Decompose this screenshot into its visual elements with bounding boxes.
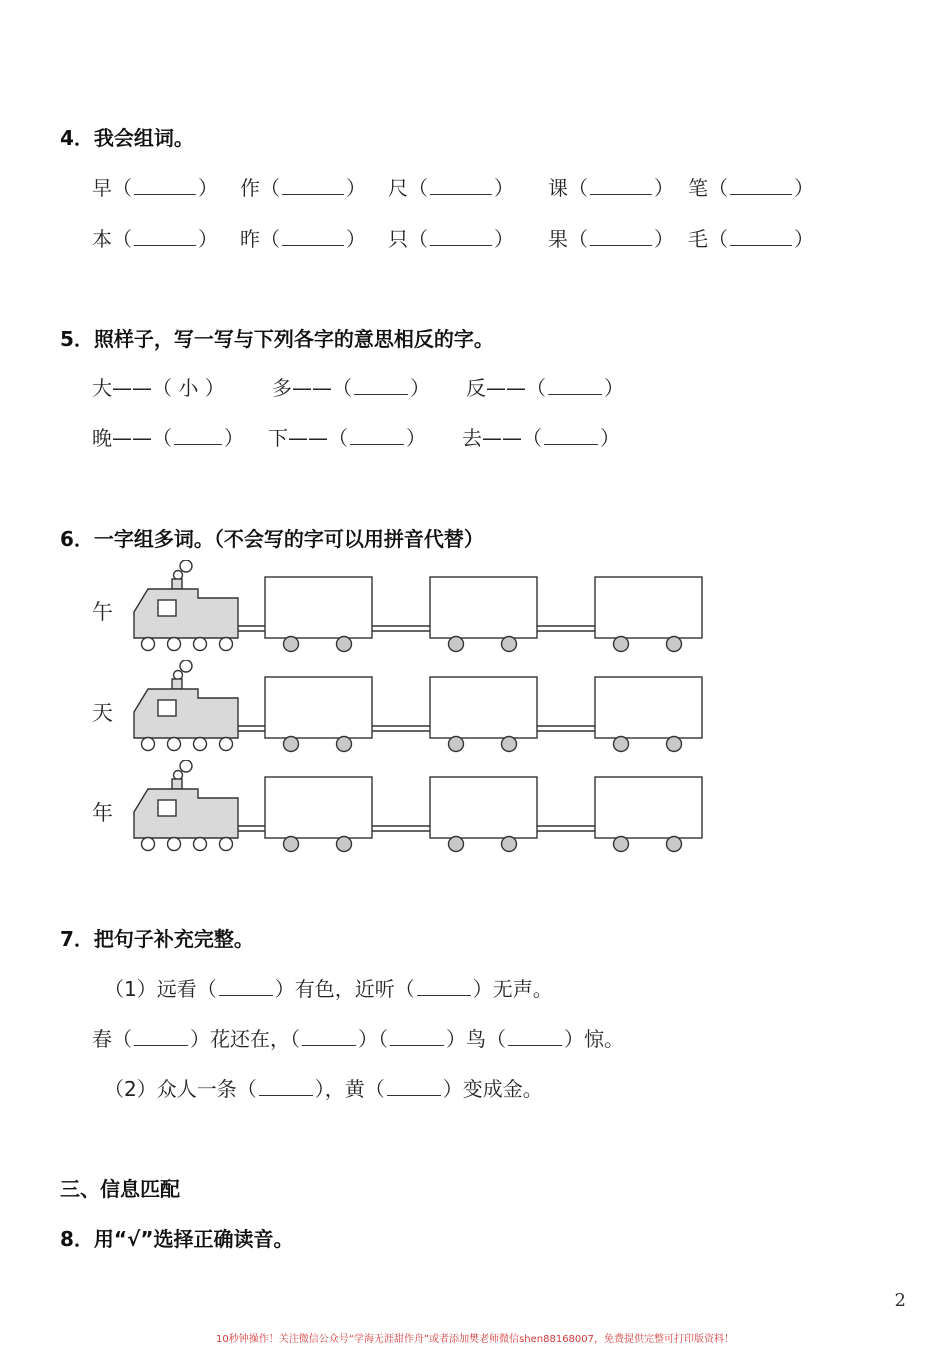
- q7-title: 7．把句子补充完整。: [60, 927, 254, 951]
- q7-text: ）有色，近听（: [274, 977, 415, 1001]
- q5-item: 多——（ ）: [272, 376, 430, 400]
- answer-box[interactable]: [430, 577, 537, 638]
- q5-char: 晚: [92, 426, 112, 450]
- q5-dash: ——: [482, 426, 522, 450]
- q5-dash: ——: [292, 376, 332, 400]
- answer-blank[interactable]: [282, 227, 344, 246]
- q7-text: （1）远看（: [104, 977, 217, 1001]
- q7-text: （2）众人一条（: [104, 1077, 257, 1101]
- q5-item: 去——（ ）: [462, 426, 620, 450]
- answer-blank[interactable]: [417, 977, 471, 996]
- train-engine-icon: [134, 760, 238, 851]
- train-diagram: [128, 660, 718, 756]
- answer-box[interactable]: [430, 677, 537, 738]
- q4-char: 早: [92, 176, 112, 200]
- q6-title: 6．一字组多词。（不会写的字可以用拼音代替）: [60, 527, 484, 551]
- q8-title: 8．用“√”选择正确读音。: [60, 1227, 294, 1251]
- answer-box[interactable]: [430, 777, 537, 838]
- q5-char: 去: [462, 426, 482, 450]
- answer-box[interactable]: [265, 777, 372, 838]
- q7-line-3: [104, 1073, 543, 1102]
- train-engine-icon: [134, 560, 238, 651]
- q7-text: ）变成金。: [442, 1077, 543, 1101]
- q5-char: 反: [466, 376, 486, 400]
- answer-box[interactable]: [595, 577, 702, 638]
- answer-blank[interactable]: [430, 227, 492, 246]
- q4-char: 尺: [388, 176, 408, 200]
- q4-item: 只（ ）: [388, 227, 514, 251]
- q4-char: 笔: [688, 176, 708, 200]
- q7-text: 春（: [92, 1027, 132, 1051]
- q4-char: 只: [388, 227, 408, 251]
- train-diagram: [128, 760, 718, 856]
- q4-item: 昨（ ）: [240, 227, 366, 251]
- answer-blank[interactable]: [134, 1027, 188, 1046]
- answer-blank[interactable]: [387, 1077, 441, 1096]
- q4-item: 毛（ ）: [688, 227, 814, 251]
- q5-char: 大: [92, 376, 112, 400]
- q7-text: ）惊。: [564, 1027, 624, 1051]
- answer-box[interactable]: [265, 677, 372, 738]
- q5-dash: ——: [288, 426, 328, 450]
- q5-dash: ——: [112, 426, 152, 450]
- q7-text: ）花还在，（: [190, 1027, 300, 1051]
- q5-dash: ——: [112, 376, 152, 400]
- train-diagram: [128, 560, 718, 656]
- answer-blank[interactable]: [430, 176, 492, 195]
- q4-item: 课（ ）: [548, 176, 674, 200]
- q5-char: 下: [268, 426, 288, 450]
- q4-char: 课: [548, 176, 568, 200]
- train-char: 午: [92, 600, 113, 624]
- q7-line-2: [92, 1023, 624, 1052]
- section-3-title: 三、信息匹配: [60, 1177, 180, 1201]
- q5-item: 反——（ ）: [466, 376, 624, 400]
- q4-char: 作: [240, 176, 260, 200]
- q4-char: 昨: [240, 227, 260, 251]
- q5-dash: ——: [486, 376, 526, 400]
- answer-blank[interactable]: [259, 1077, 313, 1096]
- q4-title: 4．我会组词。: [60, 126, 194, 150]
- answer-blank[interactable]: [548, 376, 602, 395]
- q5-item: 晚——（ ）: [92, 426, 244, 450]
- q7-text: ）（: [358, 1027, 388, 1051]
- answer-box[interactable]: [595, 677, 702, 738]
- q4-item: 作（ ）: [240, 176, 366, 200]
- answer-blank[interactable]: [590, 227, 652, 246]
- answer-blank[interactable]: [134, 176, 196, 195]
- q5-item: 下——（ ）: [268, 426, 426, 450]
- footer-note: 10秒钟操作！关注微信公众号“学海无涯甜作舟”或者添加樊老师微信shen88168007，免费提供完整可打印版资料！: [215, 1334, 735, 1345]
- answer-blank[interactable]: [282, 176, 344, 195]
- q4-item: 果（ ）: [548, 227, 674, 251]
- q7-text: ），黄（: [314, 1077, 385, 1101]
- answer-blank[interactable]: [730, 176, 792, 195]
- q4-char: 本: [92, 227, 112, 251]
- answer-blank[interactable]: [302, 1027, 356, 1046]
- answer-blank[interactable]: [544, 426, 598, 445]
- answer-blank[interactable]: [134, 227, 196, 246]
- answer-blank[interactable]: [508, 1027, 562, 1046]
- train-char: 年: [92, 801, 113, 825]
- q4-item: 本（ ）: [92, 227, 218, 251]
- q4-char: 果: [548, 227, 568, 251]
- answer-box[interactable]: [595, 777, 702, 838]
- q4-item: 尺（ ）: [388, 176, 514, 200]
- q5-title: 5．照样子，写一写与下列各字的意思相反的字。: [60, 327, 494, 351]
- q4-item: 早（ ）: [92, 176, 218, 200]
- answer-blank[interactable]: [219, 977, 273, 996]
- answer-blank[interactable]: [354, 376, 408, 395]
- q5-char: 多: [272, 376, 292, 400]
- answer-blank[interactable]: [350, 426, 404, 445]
- answer-box[interactable]: [265, 577, 372, 638]
- q4-char: 毛: [688, 227, 708, 251]
- answer-blank[interactable]: [730, 227, 792, 246]
- q5-example: 大——（ 小 ）: [92, 376, 225, 400]
- q7-line-1: [104, 973, 553, 1002]
- answer-blank[interactable]: [174, 426, 222, 445]
- q7-text: ）无声。: [472, 977, 553, 1001]
- q4-item: 笔（ ）: [688, 176, 814, 200]
- page-number: 2: [894, 1290, 906, 1311]
- answer-blank[interactable]: [390, 1027, 444, 1046]
- train-engine-icon: [134, 660, 238, 751]
- q7-text: ）鸟（: [446, 1027, 506, 1051]
- train-char: 天: [92, 701, 113, 725]
- answer-blank[interactable]: [590, 176, 652, 195]
- q5-example-answer: 小: [178, 376, 199, 400]
